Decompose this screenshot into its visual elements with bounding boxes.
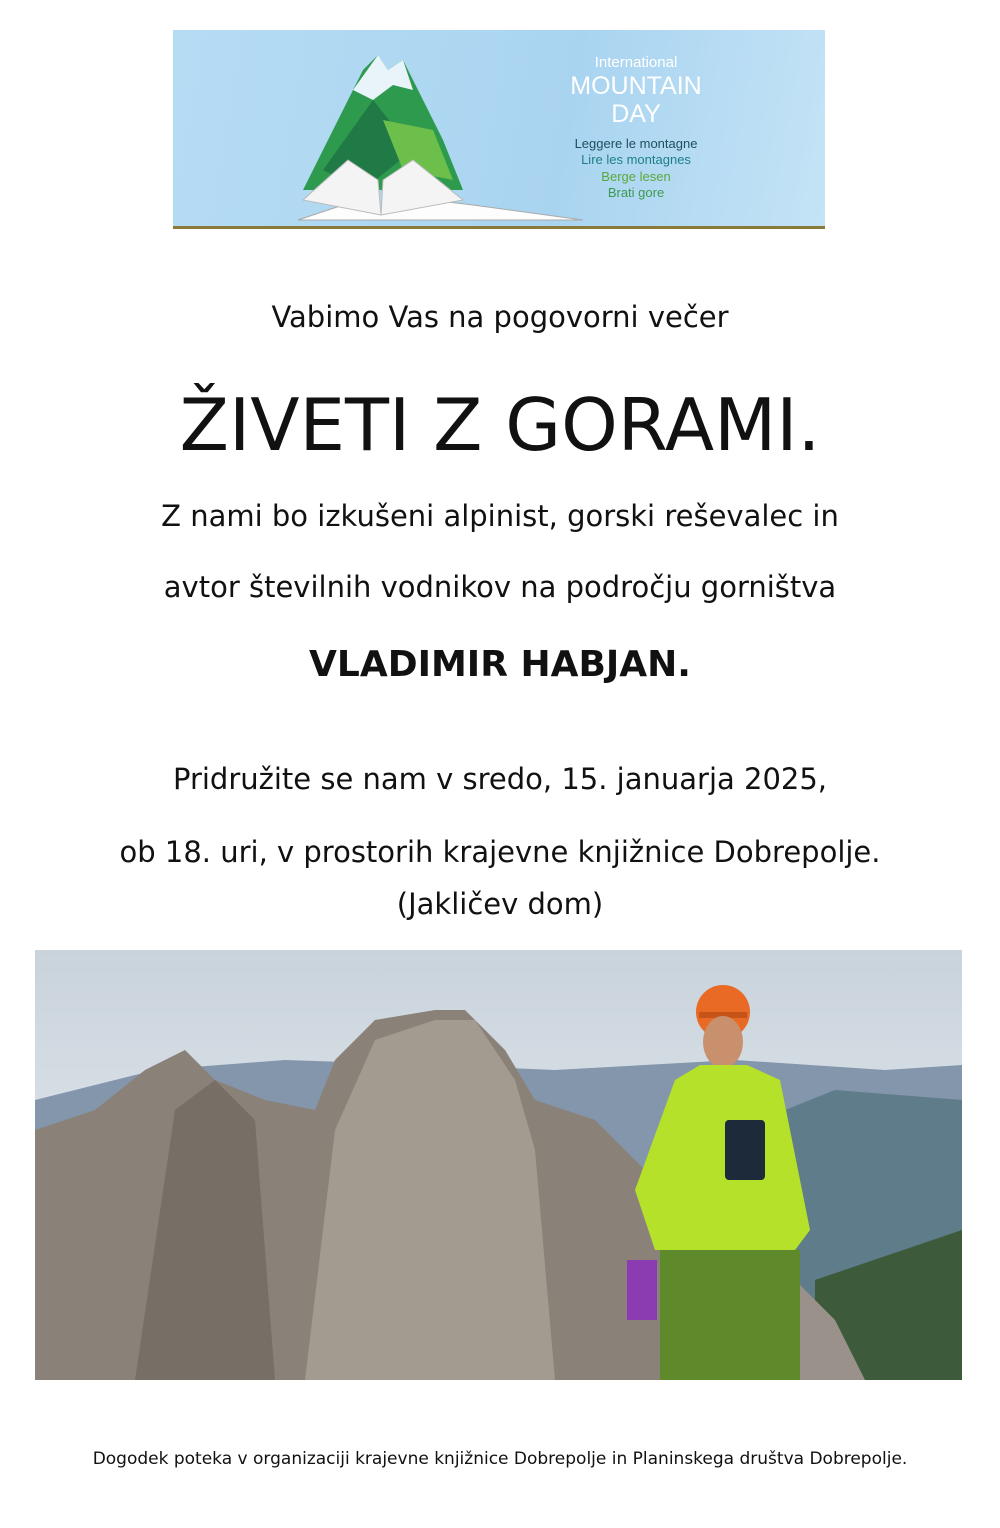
footer-organizers: Dogodek poteka v organizaciji krajevne knjižnice Dobrepolje in Planinskega društva Dobrepolje. xyxy=(92,1449,908,1469)
banner-line2: MOUNTAIN xyxy=(570,72,702,100)
banner-tag4: Brati gore xyxy=(607,185,665,200)
intro-line-2: avtor številnih vodnikov na področju gorništva xyxy=(163,570,837,604)
banner-tag1: Leggere le montagne xyxy=(574,136,698,151)
event-title: ŽIVETI Z GORAMI. xyxy=(179,383,821,467)
banner-tag3: Berge lesen xyxy=(601,169,671,184)
banner-line1: International xyxy=(594,54,678,71)
international-mountain-day-banner xyxy=(173,30,825,229)
banner-line3: DAY xyxy=(611,100,661,128)
venue-line: (Jakličev dom) xyxy=(396,887,604,921)
invite-text: Vabimo Vas na pogovorni večer xyxy=(271,300,729,334)
guest-name: VLADIMIR HABJAN. xyxy=(309,644,691,685)
mountain-book-logo xyxy=(173,30,825,226)
mountaineer-photo xyxy=(35,950,962,1380)
intro-line-1: Z nami bo izkušeni alpinist, gorski reševalec in xyxy=(161,499,839,533)
place-line: ob 18. uri, v prostorih krajevne knjižnice Dobrepolje. xyxy=(119,835,881,869)
date-line: Pridružite se nam v sredo, 15. januarja 2025, xyxy=(172,762,828,796)
banner-tag2: Lire les montagnes xyxy=(581,152,691,167)
